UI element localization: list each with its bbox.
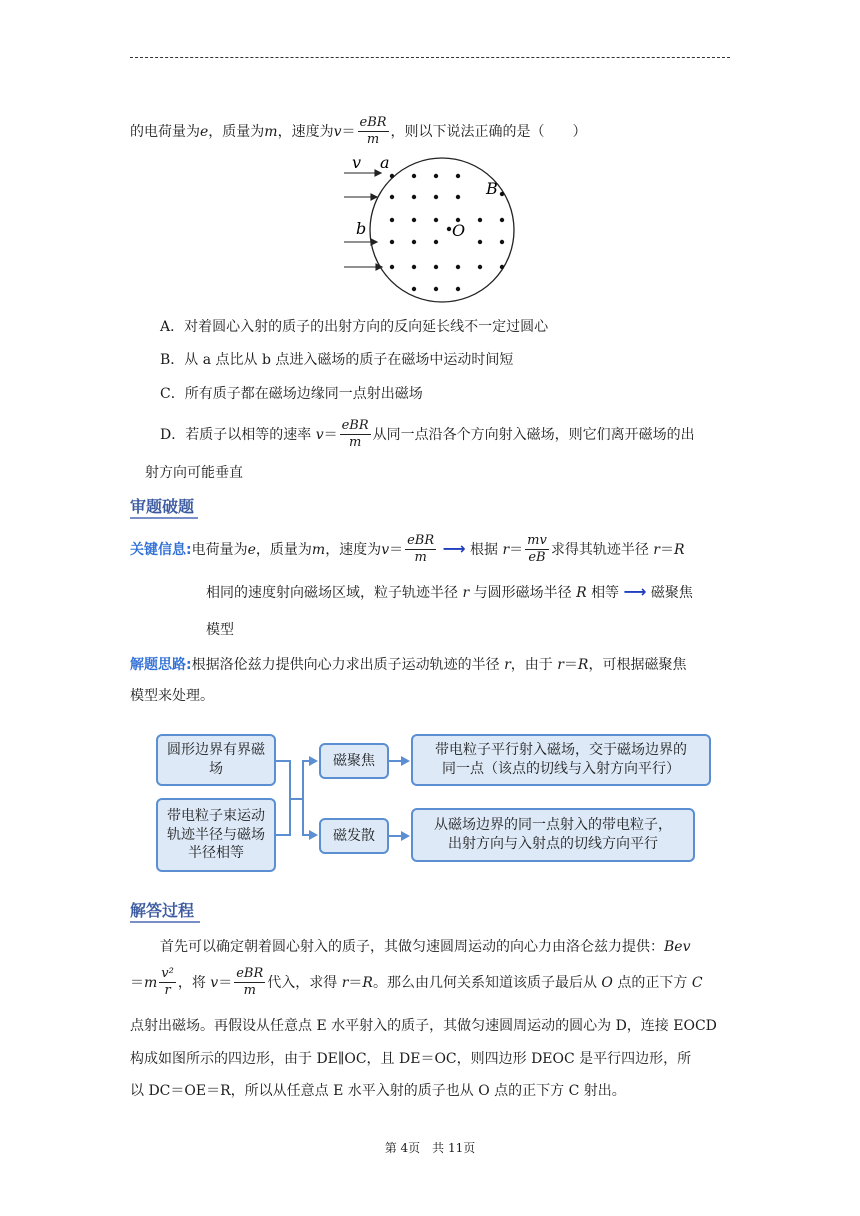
equals: ＝	[563, 657, 578, 673]
section-title-solution: 解答过程	[130, 901, 195, 920]
var-R: R	[577, 657, 589, 673]
solution-line2	[130, 966, 703, 1000]
connector-line	[302, 760, 304, 836]
equals: ＝	[218, 974, 233, 991]
flow-box-focus	[319, 743, 389, 779]
option-d-line2: 射方向可能垂直	[145, 465, 243, 481]
flow-box-label: 带电粒子平行射入磁场，交于磁场边界的	[435, 742, 687, 759]
text: ，可根据磁聚焦	[588, 657, 687, 673]
flow-box-label: 磁发散	[333, 827, 375, 844]
text: 代入，求得	[267, 974, 338, 991]
fraction-numerator: eBR	[340, 418, 371, 435]
option-b: B．从 a 点比从 b 点进入磁场的质子在磁场中运动时间短	[160, 352, 514, 368]
text: ，质量为	[255, 541, 312, 558]
option-d-text: 从同一点沿各个方向射入磁场，则它们离开磁场的出	[372, 426, 695, 443]
fraction	[358, 115, 389, 149]
approach-line1	[130, 654, 686, 674]
var-r: r	[462, 585, 470, 601]
text: ，由于	[510, 657, 553, 673]
fraction-denominator: m	[414, 550, 427, 566]
text: 。那么由几何关系知道该质子最后从	[372, 974, 597, 991]
arrow-head-icon	[401, 755, 411, 767]
fraction-denominator: eB	[528, 550, 546, 566]
text: 点的正下方	[617, 974, 688, 991]
text: 根据	[470, 541, 498, 558]
fraction-numerator: v²	[159, 966, 176, 983]
var-e: e	[247, 541, 256, 558]
solution-line1	[160, 936, 690, 956]
var-v: v	[210, 974, 219, 991]
label-b: b	[356, 219, 367, 238]
text: 首先可以确定朝着圆心射入的质子，其做匀速圆周运动的向心力由洛仑兹力提供：	[160, 939, 664, 955]
question-stem	[130, 115, 587, 149]
label-B: B	[486, 179, 498, 198]
stem-text: ，速度为	[277, 123, 334, 140]
fraction	[340, 418, 371, 452]
var-bev: Bev	[664, 939, 691, 955]
var-R: R	[576, 585, 587, 601]
equals: ＝	[509, 541, 524, 558]
arrow-icon: ⟶	[442, 538, 466, 558]
arrow-icon: ⟶	[623, 582, 647, 601]
label-O: O	[452, 221, 466, 240]
flow-box-label: 圆形边界有界磁场	[167, 742, 265, 777]
var-m: m	[264, 123, 278, 140]
equals: ＝	[389, 541, 404, 558]
approach-label: 解题思路:	[130, 657, 192, 673]
var-e: e	[200, 123, 209, 140]
fraction-numerator: eBR	[405, 533, 436, 550]
fraction	[405, 533, 436, 567]
fraction	[234, 966, 265, 1000]
solution-line4: 构成如图所示的四边形，由于 DE∥OC，且 DE＝OC，则四边形 DEOC 是平行四边形，所	[130, 1051, 692, 1067]
flow-box-label: 磁聚焦	[333, 752, 375, 769]
option-d	[160, 418, 695, 452]
text: ，将	[177, 974, 206, 991]
page-footer: 第 4页 共 11页	[384, 1141, 476, 1155]
arrow-head-icon	[309, 829, 319, 841]
connector-line	[289, 798, 303, 800]
option-a: A．对着圆心入射的质子的出射方向的反向延长线不一定过圆心	[160, 319, 549, 335]
text: 与圆形磁场半径	[473, 585, 572, 601]
fraction	[159, 966, 176, 1000]
equals: ＝	[348, 974, 363, 991]
label-v: v	[352, 153, 362, 172]
var-v: v	[333, 123, 342, 140]
equals: ＝	[323, 426, 338, 443]
key-info-label: 关键信息:	[130, 541, 192, 558]
var-C: C	[691, 974, 703, 991]
equals: ＝	[130, 974, 144, 991]
text: ，速度为	[325, 541, 382, 558]
section-underline	[130, 517, 198, 519]
fraction-denominator: m	[348, 435, 362, 451]
flow-box-diverge	[319, 818, 389, 854]
stem-text: ，质量为	[208, 123, 265, 140]
section-underline	[130, 921, 200, 923]
text: 相等	[591, 585, 620, 601]
flow-box-focus-desc	[411, 734, 711, 786]
fraction-numerator: eBR	[234, 966, 265, 983]
approach-line2: 模型来处理。	[130, 688, 214, 704]
var-O: O	[601, 974, 613, 991]
text: 根据洛伦兹力提供向心力求出质子运动轨迹的半径	[191, 657, 500, 673]
var-r: r	[502, 541, 510, 558]
fraction-denominator: m	[366, 132, 380, 148]
option-c: C．所有质子都在磁场边缘同一点射出磁场	[160, 386, 423, 402]
var-R: R	[362, 974, 373, 991]
flow-box-diverge-desc	[411, 808, 695, 862]
var-R: R	[673, 541, 685, 558]
stem-text: ，则以下说法正确的是（ ）	[390, 123, 587, 140]
label-a: a	[380, 153, 390, 172]
flow-box-label: 同一点（该点的切线与入射方向平行）	[442, 761, 680, 777]
option-d-text: D．若质子以相等的速率	[160, 426, 312, 443]
solution-line5: 以 DC＝OE＝R，所以从任意点 E 水平入射的质子也从 O 点的正下方 C 射出。	[130, 1083, 626, 1099]
arrow-head-icon	[401, 830, 411, 842]
var-r: r	[504, 657, 511, 673]
var-r: r	[557, 657, 564, 673]
var-v: v	[315, 426, 324, 443]
text: 电荷量为	[191, 541, 248, 558]
solution-line3: 点射出磁场。再假设从任意点 E 水平射入的质子，其做匀速圆周运动的圆心为 D，连接 EOCD	[130, 1018, 717, 1034]
fraction-numerator: eBR	[358, 115, 389, 132]
fraction-numerator: mv	[525, 533, 549, 550]
var-v: v	[381, 541, 390, 558]
var-m: m	[144, 974, 158, 991]
fraction-denominator: r	[164, 983, 171, 999]
text: 求得其轨迹半径	[550, 541, 649, 558]
connector-line	[276, 760, 290, 762]
key-info-line3: 模型	[206, 622, 234, 638]
var-r: r	[653, 541, 660, 558]
equals: ＝	[341, 123, 356, 140]
text: 磁聚焦	[650, 585, 693, 601]
arrow-head-icon	[309, 755, 319, 767]
var-r: r	[341, 974, 349, 991]
key-info-line1	[130, 533, 685, 567]
text: 相同的速度射向磁场区域，粒子轨迹半径	[206, 585, 458, 601]
flow-box-circular-field	[156, 734, 276, 786]
flow-box-label: 带电粒子束运动轨迹半径与磁场半径相等	[167, 807, 265, 862]
header-rule	[130, 57, 730, 58]
flow-box-label: 从磁场边界的同一点射入的带电粒子，	[434, 817, 672, 834]
connector-line	[276, 834, 290, 836]
fraction	[525, 533, 549, 567]
magnetic-field-figure	[330, 150, 540, 310]
flow-box-equal-radius	[156, 798, 276, 872]
var-m: m	[311, 541, 326, 558]
fraction-denominator: m	[243, 983, 256, 999]
section-title-analysis: 审题破题	[130, 497, 195, 516]
flow-box-label: 出射方向与入射点的切线方向平行	[448, 836, 658, 852]
stem-text: 的电荷量为	[130, 123, 200, 140]
key-info-line2	[206, 582, 693, 602]
equals: ＝	[659, 541, 674, 558]
